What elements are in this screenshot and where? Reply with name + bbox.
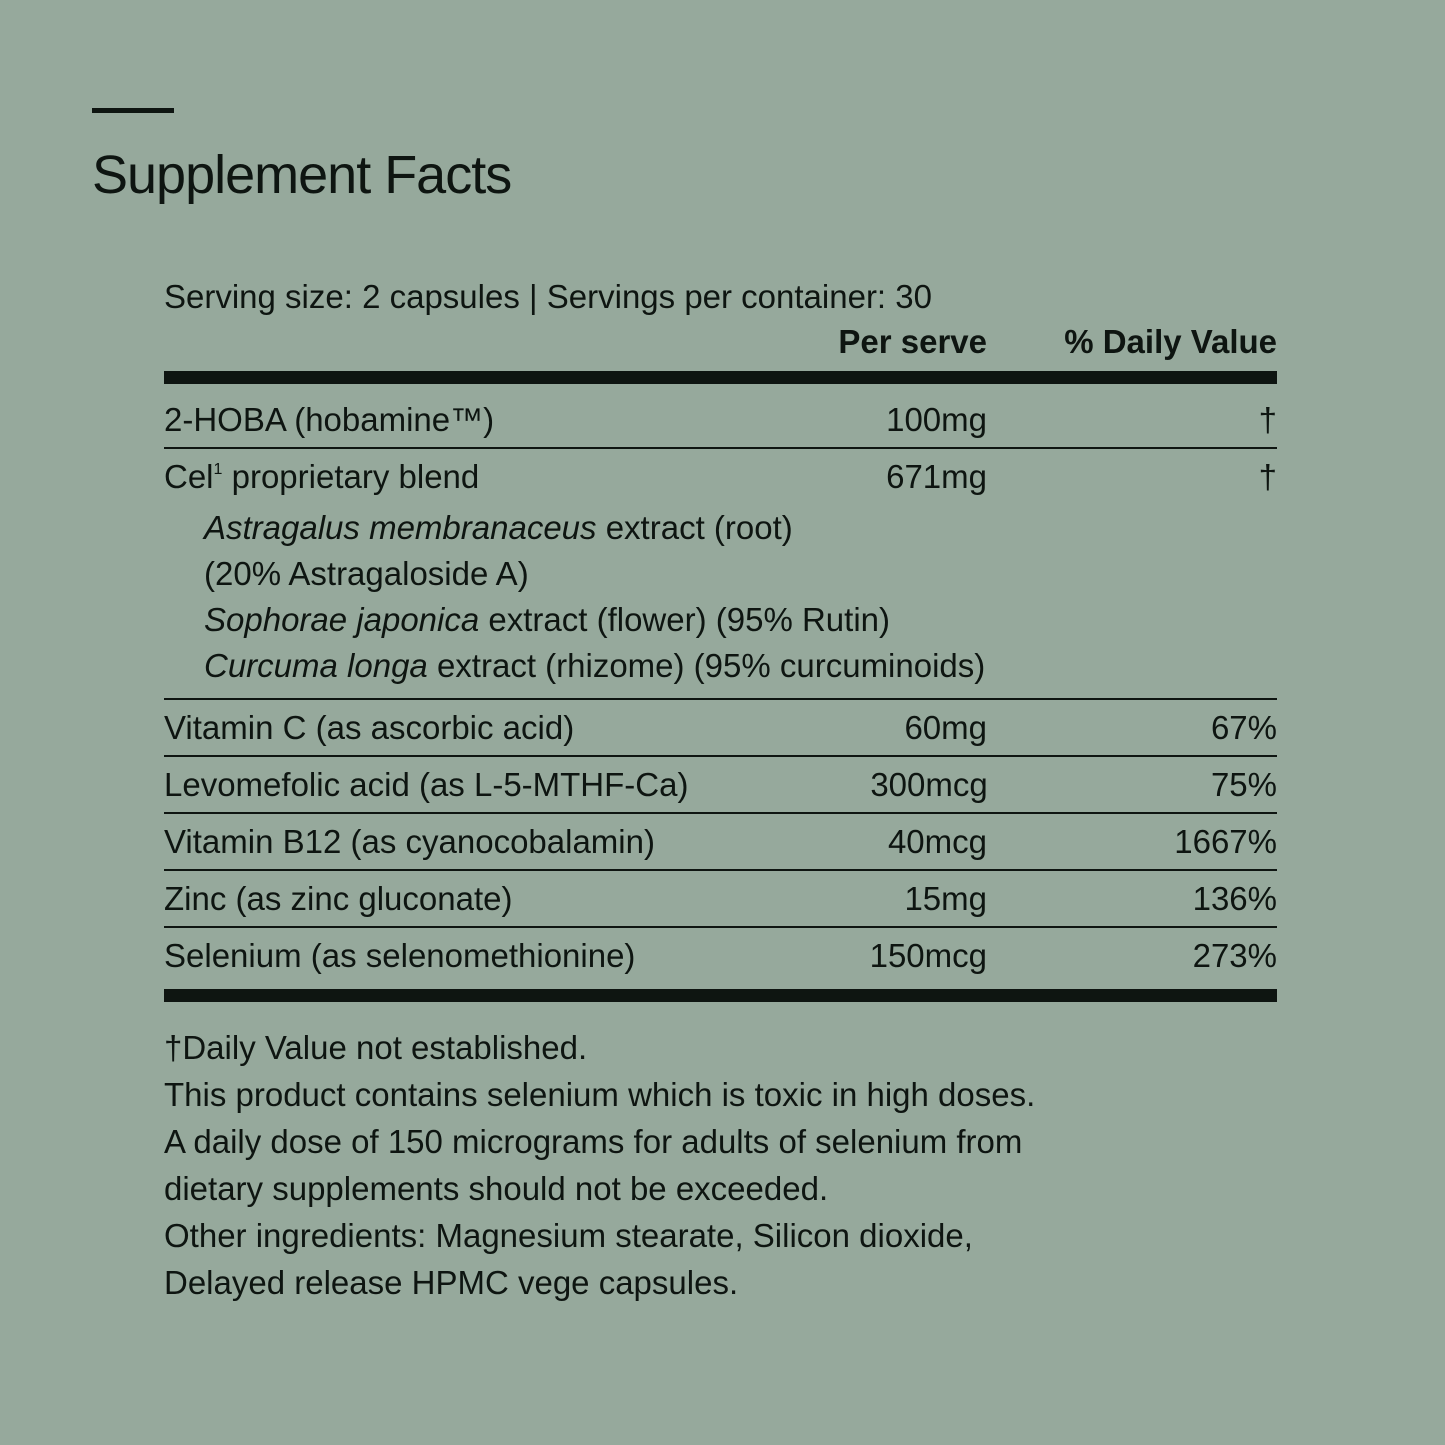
table-row	[164, 449, 1277, 700]
blend-item: Astragalus membranaceus extract (root)	[204, 509, 793, 546]
top-rule	[164, 371, 1277, 384]
ingredient-name: Cel$^1$ proprietary blend	[164, 458, 480, 495]
ingredient-amount: 671mg	[886, 458, 987, 495]
per-serve-header: Per serve	[838, 323, 987, 360]
ingredient-daily-value: 273%	[1192, 937, 1277, 974]
footnote-line: This product contains selenium which is toxic in high doses.	[164, 1076, 1036, 1113]
ingredient-name: Vitamin C (as ascorbic acid)	[164, 709, 575, 746]
table-row	[164, 757, 1277, 814]
ingredient-amount: 40mcg	[887, 823, 987, 860]
blend-item: Curcuma longa extract (rhizome) (95% curcuminoids)	[204, 647, 986, 684]
ingredient-amount: 100mg	[886, 401, 987, 438]
ingredient-name: 2-HOBA (hobamine™)	[164, 401, 495, 438]
ingredient-daily-value: 75%	[1210, 766, 1277, 803]
ingredient-amount: 15mg	[904, 880, 987, 917]
ingredient-amount: 150mcg	[869, 937, 987, 974]
ingredient-daily-value: †	[1258, 458, 1277, 495]
page-title: Supplement Facts	[92, 145, 512, 205]
table-row	[164, 928, 1277, 983]
daily-value-header: % Daily Value	[1064, 323, 1277, 360]
footnotes	[164, 1024, 1277, 1306]
column-headers	[164, 318, 1277, 365]
bottom-rule	[164, 989, 1277, 1002]
footnote-line: †Daily Value not established.	[164, 1029, 588, 1066]
footnote-line: A daily dose of 150 micrograms for adults of selenium from	[164, 1123, 1023, 1160]
ingredient-name: Vitamin B12 (as cyanocobalamin)	[164, 823, 655, 860]
table-row	[164, 392, 1277, 449]
footnote-line: dietary supplements should not be exceeded.	[164, 1170, 829, 1207]
ingredient-name: Selenium (as selenomethionine)	[164, 937, 636, 974]
ingredient-daily-value: 136%	[1192, 880, 1277, 917]
table-row	[164, 871, 1277, 928]
footnote-line: Delayed release HPMC vege capsules.	[164, 1264, 739, 1301]
table-row	[164, 700, 1277, 757]
blend-item: (20% Astragaloside A)	[204, 555, 529, 592]
blend-item: Sophorae japonica extract (flower) (95% Rutin)	[204, 601, 890, 638]
table-row	[164, 814, 1277, 871]
serving-info: Serving size: 2 capsules | Servings per container: 30	[164, 278, 932, 315]
ingredient-daily-value: 67%	[1210, 709, 1277, 746]
ingredient-daily-value: †	[1258, 401, 1277, 438]
ingredient-name: Zinc (as zinc gluconate)	[164, 880, 513, 917]
ingredient-name: Levomefolic acid (as L-5-MTHF-Ca)	[164, 766, 689, 803]
footnote-marker: 1	[213, 461, 223, 478]
ingredient-daily-value: 1667%	[1174, 823, 1277, 860]
ingredient-amount: 300mcg	[870, 766, 988, 803]
footnote-line: Other ingredients: Magnesium stearate, Silicon dioxide,	[164, 1217, 973, 1254]
supplement-facts-panel	[164, 273, 1277, 1306]
title-accent-bar	[92, 108, 174, 113]
ingredient-amount: 60mg	[904, 709, 987, 746]
